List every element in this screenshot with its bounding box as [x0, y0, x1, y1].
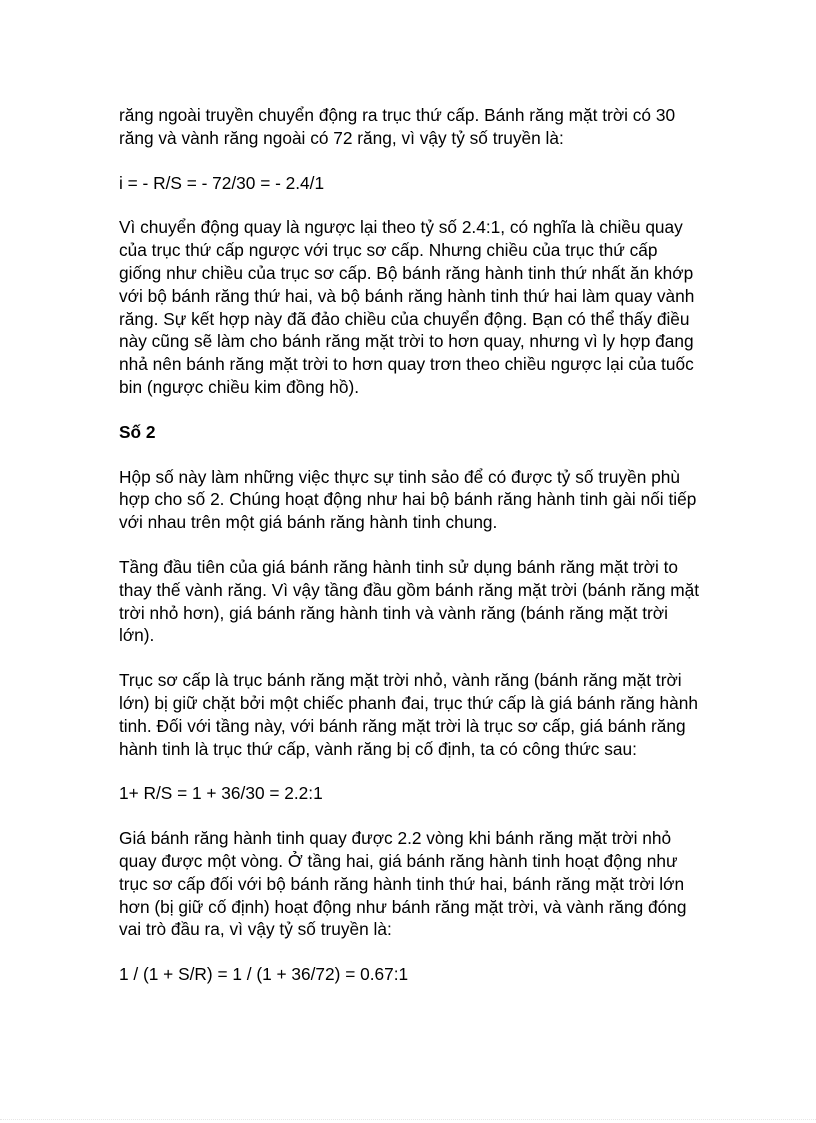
formula-first-stage-ratio: 1+ R/S = 1 + 36/30 = 2.2:1 — [119, 783, 323, 804]
paragraph-input-shaft: Trục sơ cấp là trục bánh răng mặt trời nhỏ, vành răng (bánh răng mặt trời lớn) bị giữ chặt bởi một chiếc phanh đai, trục thứ cấp là giá bánh răng hành tinh. Đối với tầng này, với bánh răng mặt trời là trục sơ cấp, giá bánh răng hành tinh là trục thứ cấp, vành răng bị cố định, ta có công thức sau: — [119, 670, 698, 759]
formula-reverse-ratio: i = - R/S = - 72/30 = - 2.4/1 — [119, 172, 325, 193]
section-heading-gear-2: Số 2 — [119, 421, 156, 442]
page-bottom-divider — [0, 1119, 816, 1120]
paragraph-gear-2-intro: Hộp số này làm những việc thực sự tinh sảo để có được tỷ số truyền phù hợp cho số 2. Chúng hoạt động như hai bộ bánh răng hành tinh gài nối tiếp với nhau trên một giá bánh răng hành tinh chung. — [119, 466, 697, 533]
paragraph-gear-ratio-intro: răng ngoài truyền chuyển động ra trục thứ cấp. Bánh răng mặt trời có 30 răng và vành răng ngoài có 72 răng, vì vậy tỷ số truyền là: — [119, 105, 676, 148]
formula-second-stage-ratio: 1 / (1 + S/R) = 1 / (1 + 36/72) = 0.67:1 — [119, 964, 409, 985]
paragraph-reverse-explanation: Vì chuyển động quay là ngược lại theo tỷ số 2.4:1, có nghĩa là chiều quay của trục thứ cấp ngược với trục sơ cấp. Nhưng chiều của trục thứ cấp giống như chiều của trục sơ cấp. Bộ bánh răng hành tinh thứ nhất ăn khớp với bộ bánh răng thứ hai, và bộ bánh răng hành tinh thứ hai làm quay vành răng. Sự kết hợp này đã đảo chiều của chuyển động. Bạn có thể thấy điều này cũng sẽ làm cho bánh răng mặt trời to hơn quay, nhưng vì ly hợp đang nhả nên bánh răng mặt trời to hơn quay trơn theo chiều ngược lại của tuốc bin (ngược chiều kim đồng hồ). — [119, 217, 695, 397]
paragraph-first-stage: Tầng đầu tiên của giá bánh răng hành tinh sử dụng bánh răng mặt trời to thay thế vành răng. Vì vậy tầng đầu gồm bánh răng mặt trời (bánh răng mặt trời nhỏ hơn), giá bánh răng hành tinh và vành răng (bánh răng mặt trời lớn). — [119, 556, 700, 646]
document-page — [119, 104, 704, 1008]
paragraph-second-stage: Giá bánh răng hành tinh quay được 2.2 vòng khi bánh răng mặt trời nhỏ quay được một vòng. Ở tầng hai, giá bánh răng hành tinh hoạt động như trục sơ cấp đối với bộ bánh răng hành tinh thứ hai, bánh răng mặt trời lớn hơn (bị giữ cố định) hoạt động như bánh răng mặt trời, và vành răng đóng vai trò đầu ra, vì vậy tỷ số truyền là: — [119, 828, 687, 940]
